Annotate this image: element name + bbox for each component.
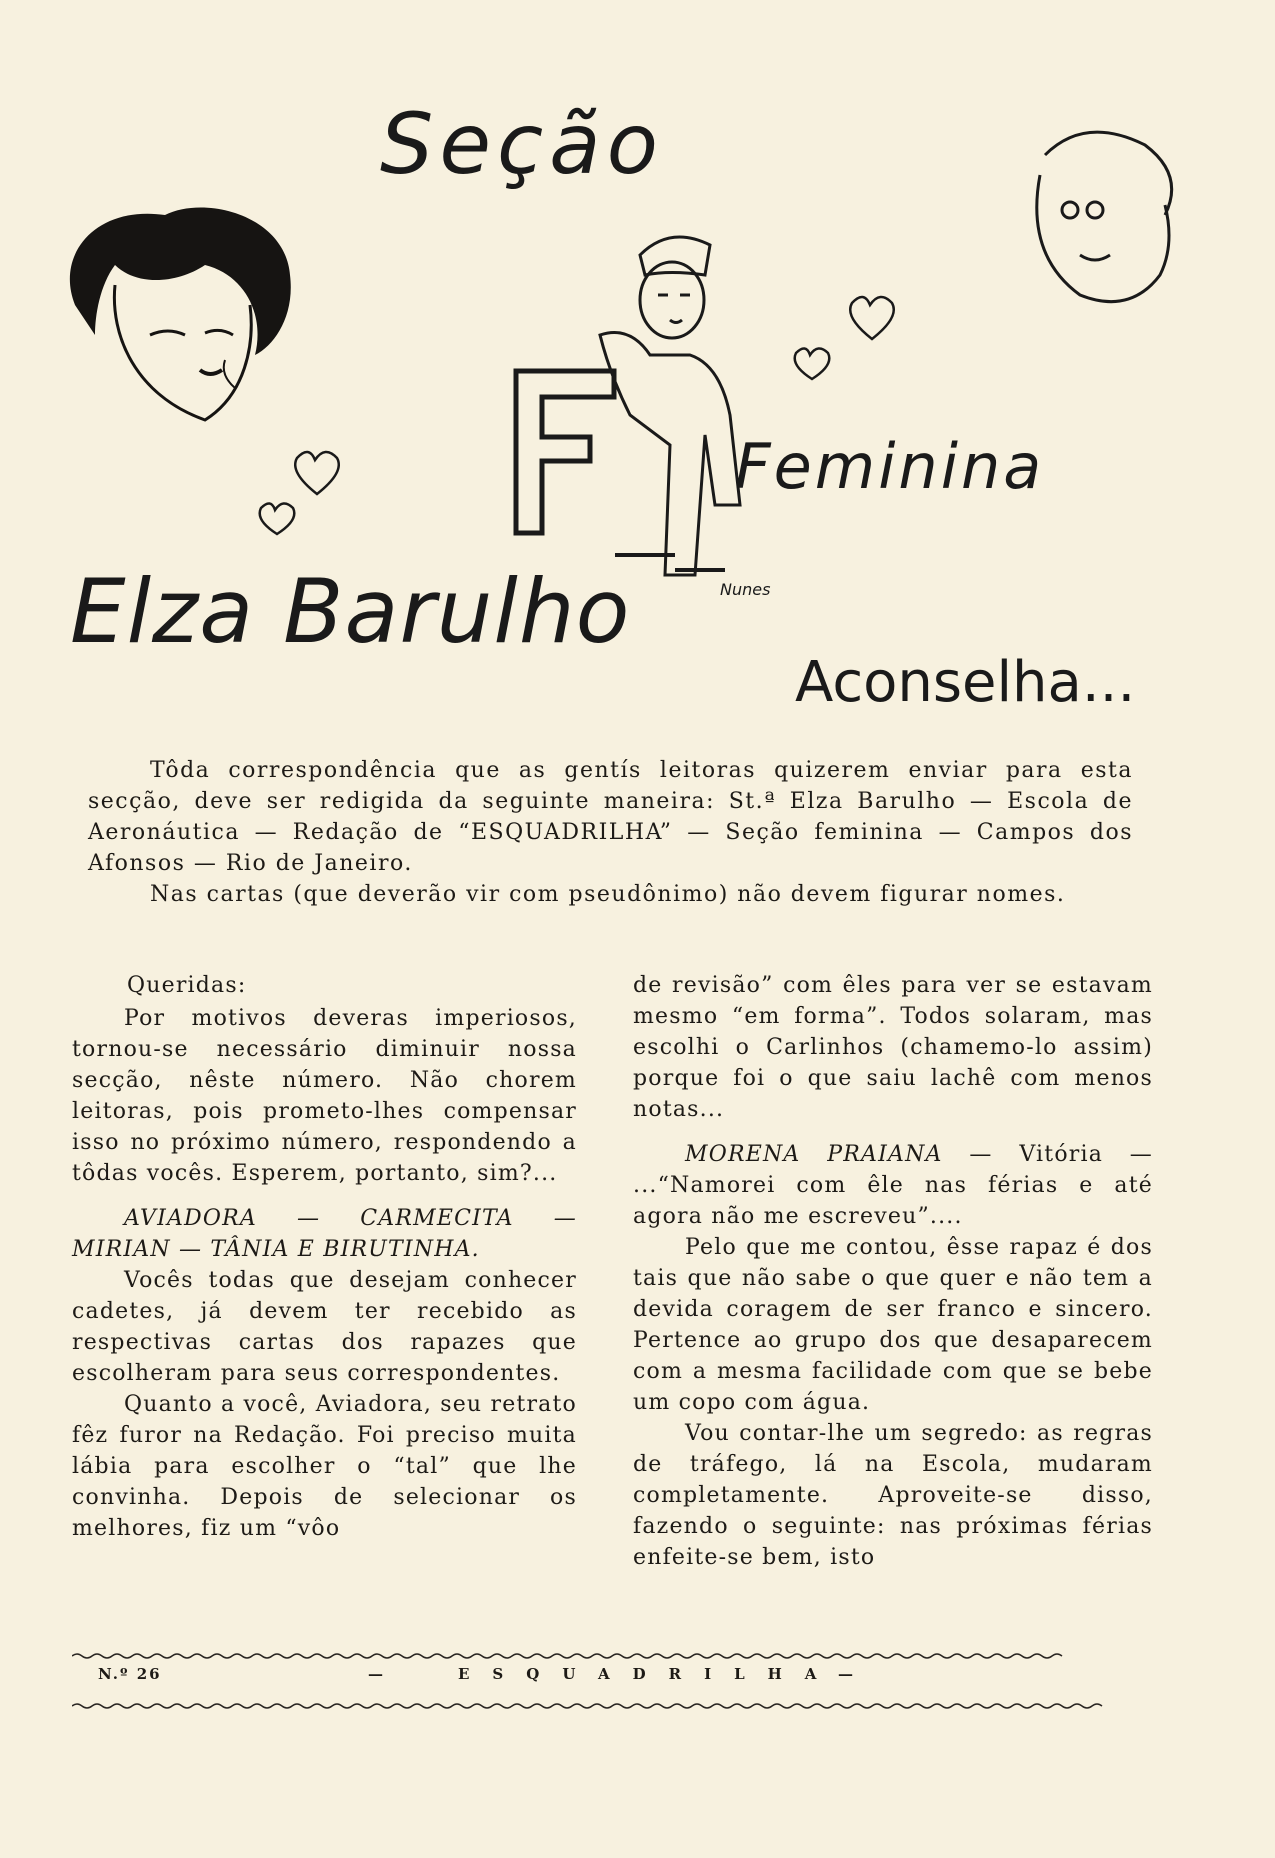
intro-block (88, 755, 1133, 910)
intro-paragraph-2: Nas cartas (que deverão vir com pseudônimo) não devem figurar nomes. (150, 882, 1066, 907)
right-paragraph-3: Vou contar-lhe um segredo: as regras de tráfego, lá na Escola, mudaram completamente. Aproveite-se disso, fazendo o seguinte: nas próximas férias enfeite-se bem, isto (633, 1421, 1153, 1570)
left-paragraph-1: Por motivos deveras imperiosos, tornou-se necessário diminuir nossa secção, nêste número. Não chorem leitoras, pois prometo-lhes compensar isso no próximo número, respondendo a tôdas vocês. Esperem, portanto, sim?... (72, 1006, 577, 1186)
section-subtitle: Aconselha... (795, 650, 1136, 715)
reader-pseudonym: MORENA PRAIANA (685, 1142, 943, 1167)
old-lady-caricature-drawing (1015, 115, 1185, 325)
right-paragraph-1: de revisão” com êles para ver se estavam mesmo “em forma”. Todos solaram, mas escolhi o Carlinhos (chamemo-lo assim) porque foi o que saiu lachê com menos notas... (633, 973, 1153, 1122)
section-title-line2: Feminina (735, 430, 1045, 503)
woman-portrait-drawing (55, 195, 305, 425)
section-title-line1: Seção (380, 95, 665, 193)
issue-number: N.º 26 (98, 1665, 162, 1683)
left-paragraph-2: Vocês todas que desejam conhecer cadetes, já devem ter recebido as respectivas cartas dos rapazes que escolheram para seus correspondentes. (72, 1268, 577, 1386)
left-paragraph-3: Quanto a você, Aviadora, seu retrato fêz furor na Redação. Foi preciso muita lábia para escolher o “tal” que lhe convinha. Depois de selecionar os melhores, fiz um “vôo (72, 1392, 577, 1541)
reader-names-heading: AVIADORA — CARMECITA — MIRIAN — TÂNIA E BIRUTINHA. (72, 1206, 577, 1262)
footer-dash-2: — (838, 1665, 855, 1683)
svg-text:Nunes: Nunes (720, 580, 771, 599)
magazine-name: ESQUADRILHA (458, 1665, 840, 1683)
left-column (72, 970, 577, 1544)
columnist-name: Elza Barulho (70, 560, 631, 663)
intro-paragraph-1: Tôda correspondência que as gentís leitoras quizerem enviar para esta secção, deve ser redigida da seguinte maneira: St.ª Elza Barulho — Escola de Aeronáutica — Redação de “ESQUADRILHA” — Seção feminina — Campos dos Afonsos — Rio de Janeiro. (88, 758, 1133, 876)
hearts-decoration (790, 280, 910, 400)
right-column (633, 970, 1153, 1573)
footer-wavy-rule-top (72, 1652, 1112, 1660)
footer-wavy-rule-bottom (72, 1702, 1112, 1710)
reader-letter-heading (633, 1139, 1153, 1232)
right-paragraph-2: Pelo que me contou, êsse rapaz é dos tais que não sabe o que quer e não tem a devida coragem de ser franco e sincero. Pertence ao grupo dos que desaparecem com a mesma facilidade com que se bebe um copo com água. (633, 1235, 1153, 1415)
broken-heart-decoration (255, 430, 365, 540)
reader-letter-quote: — Vitória — ...“Namorei com êle nas férias e até agora não me escreveu”.... (633, 1142, 1154, 1229)
cadet-caricature-drawing (580, 225, 780, 605)
footer-dash: — (368, 1665, 385, 1683)
salutation: Queridas: (127, 973, 247, 998)
